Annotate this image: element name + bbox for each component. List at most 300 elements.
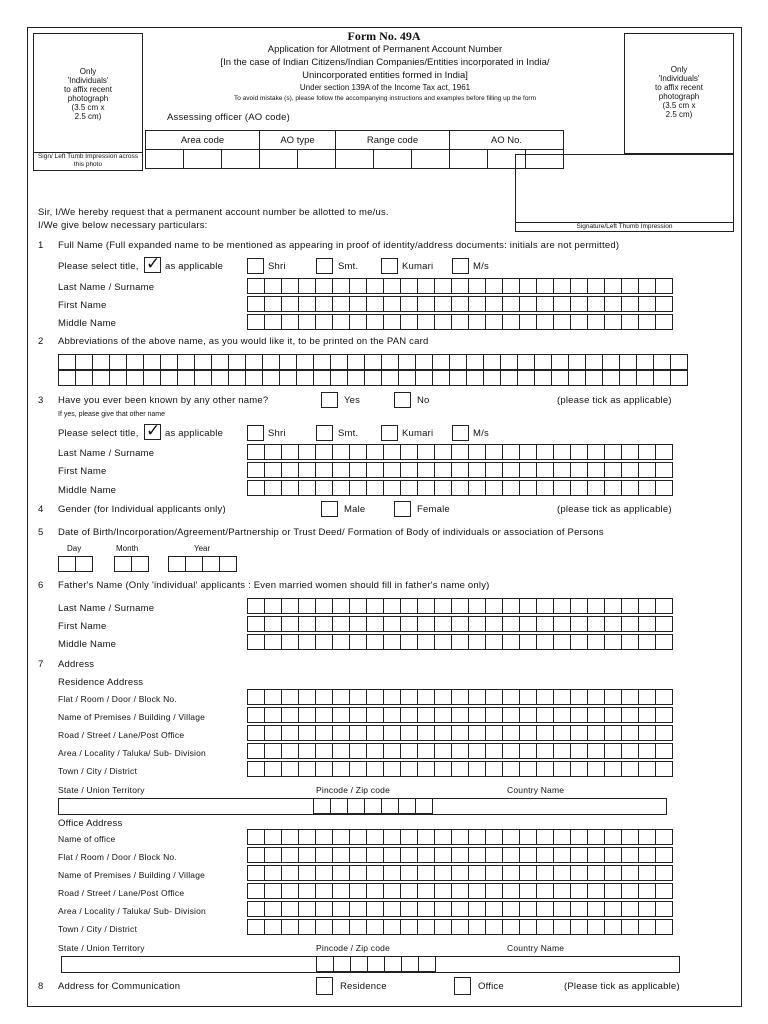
dob-year-cells[interactable]: [168, 556, 236, 572]
char-box[interactable]: [519, 707, 537, 723]
char-box[interactable]: [315, 919, 333, 935]
char-box[interactable]: [281, 761, 299, 777]
char-box[interactable]: [587, 616, 605, 632]
char-box[interactable]: [468, 901, 486, 917]
char-box[interactable]: [366, 634, 384, 650]
title-shri-checkbox[interactable]: [247, 258, 264, 274]
char-box[interactable]: [434, 314, 452, 330]
char-box[interactable]: [621, 865, 639, 881]
char-box[interactable]: [177, 354, 195, 370]
char-box[interactable]: [194, 354, 212, 370]
char-box[interactable]: [655, 725, 673, 741]
char-box[interactable]: [349, 707, 367, 723]
char-box[interactable]: [638, 462, 656, 478]
char-box[interactable]: [247, 278, 265, 294]
char-box[interactable]: [604, 296, 622, 312]
char-box[interactable]: [451, 444, 469, 460]
char-box[interactable]: [315, 689, 333, 705]
char-box[interactable]: [349, 829, 367, 845]
char-box[interactable]: [400, 761, 418, 777]
char-box[interactable]: [434, 480, 452, 496]
char-box[interactable]: [434, 761, 452, 777]
char-box[interactable]: [383, 725, 401, 741]
char-box[interactable]: [519, 847, 537, 863]
char-box[interactable]: [653, 354, 671, 370]
char-box[interactable]: [568, 370, 586, 386]
char-box[interactable]: [381, 354, 399, 370]
char-box[interactable]: [551, 370, 569, 386]
char-box[interactable]: [349, 883, 367, 899]
comm-residence-checkbox[interactable]: [316, 977, 333, 995]
dob-day-cells[interactable]: [58, 556, 92, 572]
char-box[interactable]: [417, 761, 435, 777]
char-box[interactable]: [281, 480, 299, 496]
char-box[interactable]: [381, 370, 399, 386]
title-smt-checkbox[interactable]: [316, 258, 333, 274]
char-box[interactable]: [298, 883, 316, 899]
char-box[interactable]: [400, 829, 418, 845]
char-box[interactable]: [500, 370, 518, 386]
char-box[interactable]: [638, 901, 656, 917]
char-box[interactable]: [281, 865, 299, 881]
char-box[interactable]: [400, 847, 418, 863]
char-box[interactable]: [298, 689, 316, 705]
ao-cell[interactable]: [298, 150, 336, 169]
char-box[interactable]: [519, 278, 537, 294]
char-box[interactable]: [621, 725, 639, 741]
char-box[interactable]: [228, 370, 246, 386]
char-box[interactable]: [264, 689, 282, 705]
off-premises-cells[interactable]: [247, 865, 672, 881]
res-area-cells[interactable]: [247, 743, 672, 759]
char-box[interactable]: [655, 598, 673, 614]
char-box[interactable]: [570, 634, 588, 650]
gender-male-checkbox[interactable]: [321, 501, 338, 517]
char-box[interactable]: [332, 598, 350, 614]
char-box[interactable]: [247, 901, 265, 917]
char-box[interactable]: [298, 616, 316, 632]
char-box[interactable]: [485, 847, 503, 863]
char-box[interactable]: [432, 370, 450, 386]
char-box[interactable]: [131, 556, 149, 572]
char-box[interactable]: [332, 707, 350, 723]
char-box[interactable]: [553, 462, 571, 478]
char-box[interactable]: [502, 444, 520, 460]
char-box[interactable]: [383, 634, 401, 650]
char-box[interactable]: [332, 883, 350, 899]
char-box[interactable]: [160, 354, 178, 370]
off-town-cells[interactable]: [247, 919, 672, 935]
char-box[interactable]: [434, 462, 452, 478]
char-box[interactable]: [655, 296, 673, 312]
char-box[interactable]: [332, 278, 350, 294]
char-box[interactable]: [570, 761, 588, 777]
char-box[interactable]: [638, 725, 656, 741]
ao-cell[interactable]: [526, 150, 564, 169]
char-box[interactable]: [247, 314, 265, 330]
char-box[interactable]: [315, 865, 333, 881]
char-box[interactable]: [315, 314, 333, 330]
char-box[interactable]: [536, 689, 554, 705]
char-box[interactable]: [553, 296, 571, 312]
ao-cell[interactable]: [260, 150, 298, 169]
char-box[interactable]: [332, 689, 350, 705]
char-box[interactable]: [451, 598, 469, 614]
char-box[interactable]: [604, 901, 622, 917]
char-box[interactable]: [638, 634, 656, 650]
char-box[interactable]: [383, 919, 401, 935]
char-box[interactable]: [298, 598, 316, 614]
char-box[interactable]: [621, 462, 639, 478]
s6-last-name-cells[interactable]: [247, 598, 672, 614]
char-box[interactable]: [638, 598, 656, 614]
char-box[interactable]: [468, 707, 486, 723]
char-box[interactable]: [264, 883, 282, 899]
off-name-cells[interactable]: [247, 829, 672, 845]
char-box[interactable]: [502, 462, 520, 478]
char-box[interactable]: [332, 480, 350, 496]
char-box[interactable]: [451, 919, 469, 935]
char-box[interactable]: [519, 462, 537, 478]
char-box[interactable]: [126, 354, 144, 370]
char-box[interactable]: [434, 689, 452, 705]
ao-cell[interactable]: [450, 150, 488, 169]
char-box[interactable]: [313, 370, 331, 386]
char-box[interactable]: [434, 847, 452, 863]
char-box[interactable]: [417, 444, 435, 460]
char-box[interactable]: [332, 829, 350, 845]
char-box[interactable]: [451, 314, 469, 330]
char-box[interactable]: [451, 462, 469, 478]
char-box[interactable]: [570, 725, 588, 741]
char-box[interactable]: [247, 761, 265, 777]
title-ms-checkbox[interactable]: [452, 258, 469, 274]
char-box[interactable]: [262, 354, 280, 370]
char-box[interactable]: [366, 725, 384, 741]
char-box[interactable]: [366, 865, 384, 881]
char-box[interactable]: [485, 616, 503, 632]
char-box[interactable]: [417, 598, 435, 614]
char-box[interactable]: [570, 314, 588, 330]
char-box[interactable]: [247, 598, 265, 614]
char-box[interactable]: [570, 901, 588, 917]
char-box[interactable]: [315, 634, 333, 650]
char-box[interactable]: [432, 354, 450, 370]
ao-cell[interactable]: [336, 150, 374, 169]
char-box[interactable]: [264, 761, 282, 777]
char-box[interactable]: [536, 883, 554, 899]
char-box[interactable]: [264, 314, 282, 330]
char-box[interactable]: [587, 725, 605, 741]
char-box[interactable]: [621, 847, 639, 863]
char-box[interactable]: [247, 847, 265, 863]
char-box[interactable]: [536, 847, 554, 863]
char-box[interactable]: [262, 370, 280, 386]
char-box[interactable]: [126, 370, 144, 386]
char-box[interactable]: [264, 462, 282, 478]
char-box[interactable]: [621, 883, 639, 899]
char-box[interactable]: [587, 829, 605, 845]
char-box[interactable]: [228, 354, 246, 370]
char-box[interactable]: [604, 616, 622, 632]
char-box[interactable]: [604, 462, 622, 478]
char-box[interactable]: [468, 725, 486, 741]
char-box[interactable]: [247, 689, 265, 705]
char-box[interactable]: [398, 798, 416, 814]
char-box[interactable]: [585, 370, 603, 386]
s3-title-ms-checkbox[interactable]: [452, 425, 469, 441]
char-box[interactable]: [247, 444, 265, 460]
char-box[interactable]: [211, 354, 229, 370]
char-box[interactable]: [449, 370, 467, 386]
char-box[interactable]: [315, 598, 333, 614]
char-box[interactable]: [519, 616, 537, 632]
char-box[interactable]: [485, 707, 503, 723]
char-box[interactable]: [485, 901, 503, 917]
char-box[interactable]: [400, 296, 418, 312]
char-box[interactable]: [281, 598, 299, 614]
char-box[interactable]: [468, 616, 486, 632]
gender-female-checkbox[interactable]: [394, 501, 411, 517]
char-box[interactable]: [451, 480, 469, 496]
char-box[interactable]: [434, 725, 452, 741]
s3-title-shri-checkbox[interactable]: [247, 425, 264, 441]
char-box[interactable]: [604, 919, 622, 935]
char-box[interactable]: [621, 616, 639, 632]
char-box[interactable]: [417, 634, 435, 650]
char-box[interactable]: [570, 883, 588, 899]
char-box[interactable]: [604, 278, 622, 294]
char-box[interactable]: [281, 616, 299, 632]
char-box[interactable]: [366, 598, 384, 614]
char-box[interactable]: [298, 707, 316, 723]
ao-cell[interactable]: [488, 150, 526, 169]
char-box[interactable]: [366, 707, 384, 723]
char-box[interactable]: [332, 761, 350, 777]
char-box[interactable]: [502, 314, 520, 330]
char-box[interactable]: [553, 480, 571, 496]
char-box[interactable]: [281, 444, 299, 460]
char-box[interactable]: [485, 761, 503, 777]
char-box[interactable]: [519, 865, 537, 881]
char-box[interactable]: [92, 354, 110, 370]
char-box[interactable]: [670, 354, 688, 370]
off-road-cells[interactable]: [247, 883, 672, 899]
char-box[interactable]: [366, 829, 384, 845]
char-box[interactable]: [264, 707, 282, 723]
char-box[interactable]: [332, 444, 350, 460]
char-box[interactable]: [418, 956, 436, 972]
char-box[interactable]: [349, 278, 367, 294]
char-box[interactable]: [332, 919, 350, 935]
char-box[interactable]: [350, 956, 368, 972]
char-box[interactable]: [281, 689, 299, 705]
char-box[interactable]: [655, 829, 673, 845]
s3-title-smt-checkbox[interactable]: [316, 425, 333, 441]
char-box[interactable]: [553, 725, 571, 741]
char-box[interactable]: [451, 689, 469, 705]
char-box[interactable]: [587, 865, 605, 881]
char-box[interactable]: [400, 598, 418, 614]
char-box[interactable]: [519, 689, 537, 705]
char-box[interactable]: [604, 883, 622, 899]
char-box[interactable]: [366, 616, 384, 632]
char-box[interactable]: [298, 462, 316, 478]
char-box[interactable]: [247, 829, 265, 845]
char-box[interactable]: [536, 444, 554, 460]
char-box[interactable]: [315, 480, 333, 496]
char-box[interactable]: [519, 761, 537, 777]
char-box[interactable]: [298, 480, 316, 496]
s1-last-name-cells[interactable]: [247, 278, 672, 294]
char-box[interactable]: [298, 901, 316, 917]
char-box[interactable]: [247, 634, 265, 650]
char-box[interactable]: [553, 598, 571, 614]
off-pincode-cells[interactable]: [316, 956, 435, 972]
char-box[interactable]: [247, 743, 265, 759]
char-box[interactable]: [143, 370, 161, 386]
char-box[interactable]: [553, 883, 571, 899]
char-box[interactable]: [568, 354, 586, 370]
char-box[interactable]: [587, 444, 605, 460]
ao-cell[interactable]: [412, 150, 450, 169]
char-box[interactable]: [587, 901, 605, 917]
char-box[interactable]: [451, 847, 469, 863]
char-box[interactable]: [468, 919, 486, 935]
char-box[interactable]: [485, 883, 503, 899]
char-box[interactable]: [247, 725, 265, 741]
char-box[interactable]: [500, 354, 518, 370]
char-box[interactable]: [451, 725, 469, 741]
char-box[interactable]: [185, 556, 203, 572]
char-box[interactable]: [417, 829, 435, 845]
char-box[interactable]: [536, 901, 554, 917]
char-box[interactable]: [604, 314, 622, 330]
char-box[interactable]: [417, 314, 435, 330]
char-box[interactable]: [485, 278, 503, 294]
char-box[interactable]: [364, 354, 382, 370]
char-box[interactable]: [468, 480, 486, 496]
char-box[interactable]: [281, 743, 299, 759]
char-box[interactable]: [194, 370, 212, 386]
char-box[interactable]: [330, 370, 348, 386]
char-box[interactable]: [264, 743, 282, 759]
char-box[interactable]: [417, 883, 435, 899]
char-box[interactable]: [364, 370, 382, 386]
char-box[interactable]: [485, 919, 503, 935]
char-box[interactable]: [434, 743, 452, 759]
s1-middle-name-cells[interactable]: [247, 314, 672, 330]
char-box[interactable]: [364, 798, 382, 814]
char-box[interactable]: [417, 847, 435, 863]
char-box[interactable]: [415, 798, 433, 814]
char-box[interactable]: [638, 847, 656, 863]
char-box[interactable]: [332, 616, 350, 632]
char-box[interactable]: [485, 865, 503, 881]
char-box[interactable]: [621, 444, 639, 460]
char-box[interactable]: [58, 556, 76, 572]
char-box[interactable]: [517, 354, 535, 370]
char-box[interactable]: [468, 761, 486, 777]
char-box[interactable]: [655, 616, 673, 632]
char-box[interactable]: [451, 761, 469, 777]
char-box[interactable]: [466, 370, 484, 386]
char-box[interactable]: [332, 634, 350, 650]
s3-last-name-cells[interactable]: [247, 444, 672, 460]
char-box[interactable]: [517, 370, 535, 386]
char-box[interactable]: [434, 634, 452, 650]
char-box[interactable]: [398, 354, 416, 370]
char-box[interactable]: [621, 689, 639, 705]
char-box[interactable]: [485, 689, 503, 705]
char-box[interactable]: [655, 634, 673, 650]
char-box[interactable]: [604, 444, 622, 460]
char-box[interactable]: [468, 743, 486, 759]
char-box[interactable]: [502, 725, 520, 741]
char-box[interactable]: [366, 761, 384, 777]
char-box[interactable]: [483, 354, 501, 370]
char-box[interactable]: [485, 743, 503, 759]
char-box[interactable]: [247, 296, 265, 312]
char-box[interactable]: [553, 616, 571, 632]
char-box[interactable]: [434, 598, 452, 614]
char-box[interactable]: [264, 296, 282, 312]
char-box[interactable]: [400, 462, 418, 478]
char-box[interactable]: [519, 901, 537, 917]
char-box[interactable]: [536, 919, 554, 935]
char-box[interactable]: [621, 598, 639, 614]
char-box[interactable]: [502, 278, 520, 294]
char-box[interactable]: [349, 689, 367, 705]
char-box[interactable]: [434, 707, 452, 723]
char-box[interactable]: [636, 370, 654, 386]
char-box[interactable]: [604, 725, 622, 741]
off-flat-cells[interactable]: [247, 847, 672, 863]
char-box[interactable]: [621, 761, 639, 777]
char-box[interactable]: [109, 354, 127, 370]
char-box[interactable]: [570, 444, 588, 460]
char-box[interactable]: [434, 829, 452, 845]
char-box[interactable]: [655, 314, 673, 330]
char-box[interactable]: [383, 480, 401, 496]
char-box[interactable]: [347, 798, 365, 814]
char-box[interactable]: [468, 462, 486, 478]
char-box[interactable]: [367, 956, 385, 972]
char-box[interactable]: [415, 370, 433, 386]
char-box[interactable]: [536, 725, 554, 741]
char-box[interactable]: [400, 444, 418, 460]
char-box[interactable]: [92, 370, 110, 386]
char-box[interactable]: [298, 743, 316, 759]
char-box[interactable]: [502, 883, 520, 899]
char-box[interactable]: [264, 865, 282, 881]
char-box[interactable]: [296, 370, 314, 386]
char-box[interactable]: [670, 370, 688, 386]
char-box[interactable]: [604, 761, 622, 777]
char-box[interactable]: [587, 883, 605, 899]
char-box[interactable]: [638, 743, 656, 759]
char-box[interactable]: [247, 883, 265, 899]
char-box[interactable]: [332, 296, 350, 312]
char-box[interactable]: [168, 556, 186, 572]
char-box[interactable]: [264, 634, 282, 650]
char-box[interactable]: [400, 278, 418, 294]
char-box[interactable]: [383, 865, 401, 881]
char-box[interactable]: [587, 919, 605, 935]
char-box[interactable]: [401, 956, 419, 972]
char-box[interactable]: [315, 444, 333, 460]
char-box[interactable]: [621, 829, 639, 845]
